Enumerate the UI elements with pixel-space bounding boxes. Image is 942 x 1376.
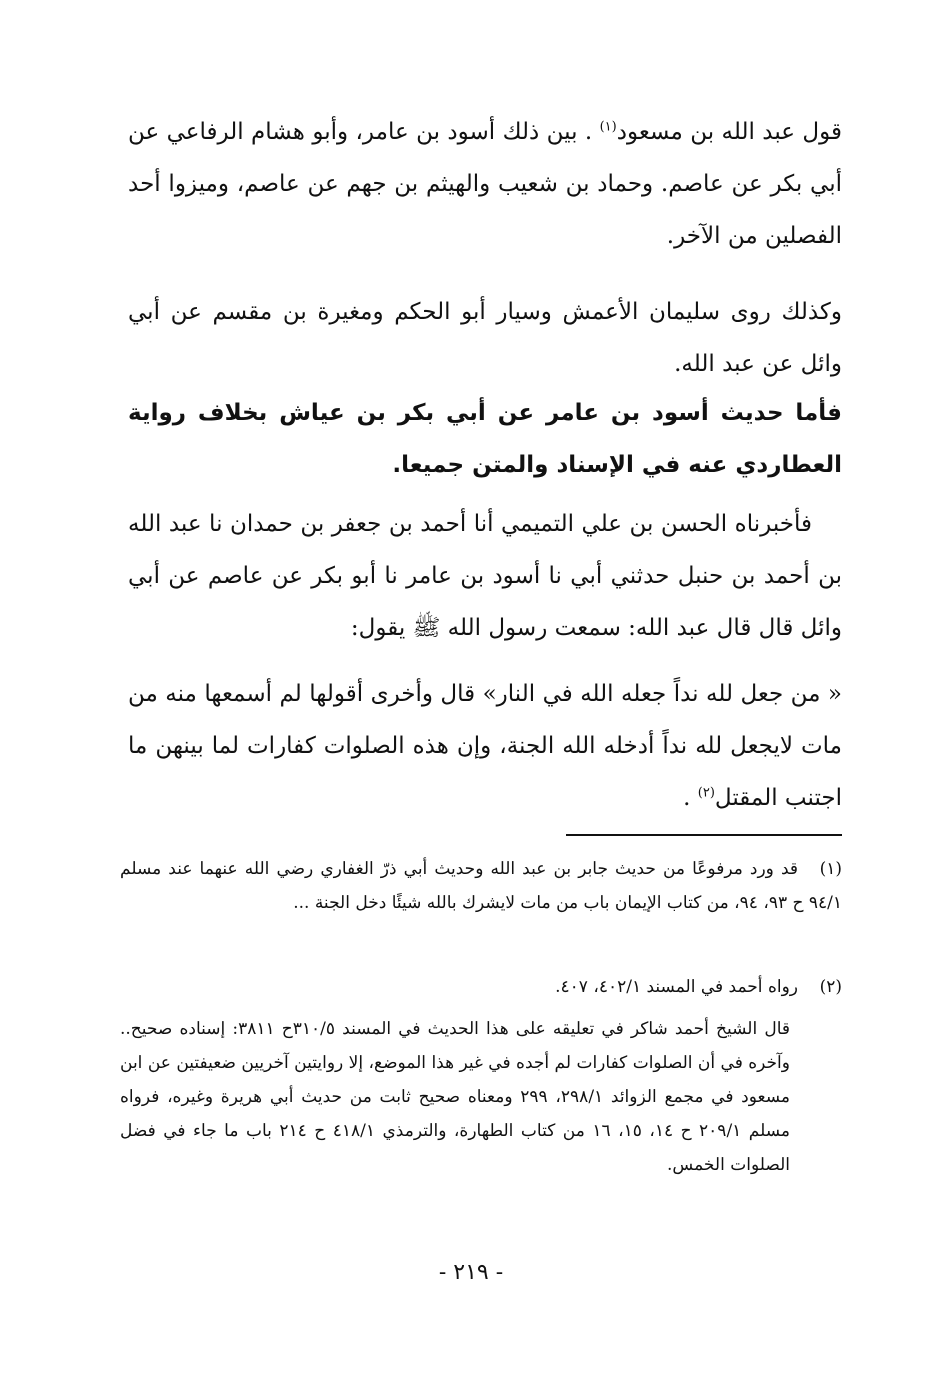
paragraph-3-bold: فأما حديث أسود بن عامر عن أبي بكر بن عياش بخلاف رواية العطاردي عنه في الإسناد والمتن جميعا. (128, 400, 842, 478)
paragraph-4: فأخبرناه الحسن بن علي التميمي أنا أحمد بن جعفر بن حمدان نا عبد الله بن أحمد بن حنبل حدثني أبي نا أسود بن عامر نا أبو بكر عن عاصم عن أبي وائل قال قال عبد الله: سمعت رسول الله ﷺ يقول: (128, 511, 842, 641)
footnote-ref-1: (١) (599, 119, 617, 135)
footnote-2-number: (٢) (819, 977, 842, 997)
footnote-2-note: قال الشيخ أحمد شاكر في تعليقه على هذا الحديث في المسند ٣١٠/٥ح ٣٨١١: إسناده صحيح.. وآخره في أن الصلوات كفارات لم أجده في غير هذا الموضع، إلا روايتين آخريين ضعيفتين عن ابن مسعود في مجمع الزوائد ٢٩٨/١، ٢٩٩ ومعناه صحيح ثابت من حديث أبي هريرة وغيره، فرواه مسلم ٢٠٩/١ ح ١٤، ١٥، ١٦ من كتاب الطهارة، والترمذي ٤١٨/١ ح ٢١٤ باب ما جاء في فضل الصلوات الخمس. (120, 1019, 791, 1175)
footnote-separator (566, 834, 842, 836)
paragraph-5 (128, 668, 842, 824)
paragraph-5-text-b: . (683, 785, 698, 811)
paragraph-2: وكذلك روى سليمان الأعمش وسيار أبو الحكم ومغيرة بن مقسم عن أبي وائل عن عبد الله. (128, 299, 842, 377)
footnote-1 (120, 852, 842, 920)
paragraph-1 (128, 106, 842, 262)
footnote-1-text: قد ورد مرفوعًا من حديث جابر بن عبد الله وحديث أبي ذرّ الغفاري رضي الله عنهما عند مسلم ٩٤/١ ح ٩٣، ٩٤، من كتاب الإيمان باب من مات لايشرك بالله شيئًا دخل الجنة ... (120, 859, 842, 913)
paragraph-1-text-b: . بين ذلك أسود بن عامر، وأبو هشام الرفاعي عن أبي بكر عن عاصم. وحماد بن شعيب والهيثم بن جهم عن عاصم، وميزوا أحد الفصلين من الآخر. (128, 119, 842, 249)
paragraph-1-text-a: قول عبد الله بن مسعود (616, 119, 842, 145)
footnote-1-number: (١) (819, 859, 842, 879)
page-number: - ٢١٩ - (438, 1260, 504, 1285)
footnote-2 (120, 970, 842, 1004)
footnote-2-text: رواه أحمد في المسند ٤٠٢/١، ٤٠٧. (555, 977, 798, 997)
footnote-ref-2: (٢) (697, 785, 715, 801)
paragraph-5-text-a: « من جعل لله نداً جعله الله في النار» قال وأخرى أقولها لم أسمعها منه من مات لايجعل لله نداً أدخله الله الجنة، وإن هذه الصلوات كفارات لما بينهن ما اجتنب المقتل (128, 681, 842, 811)
